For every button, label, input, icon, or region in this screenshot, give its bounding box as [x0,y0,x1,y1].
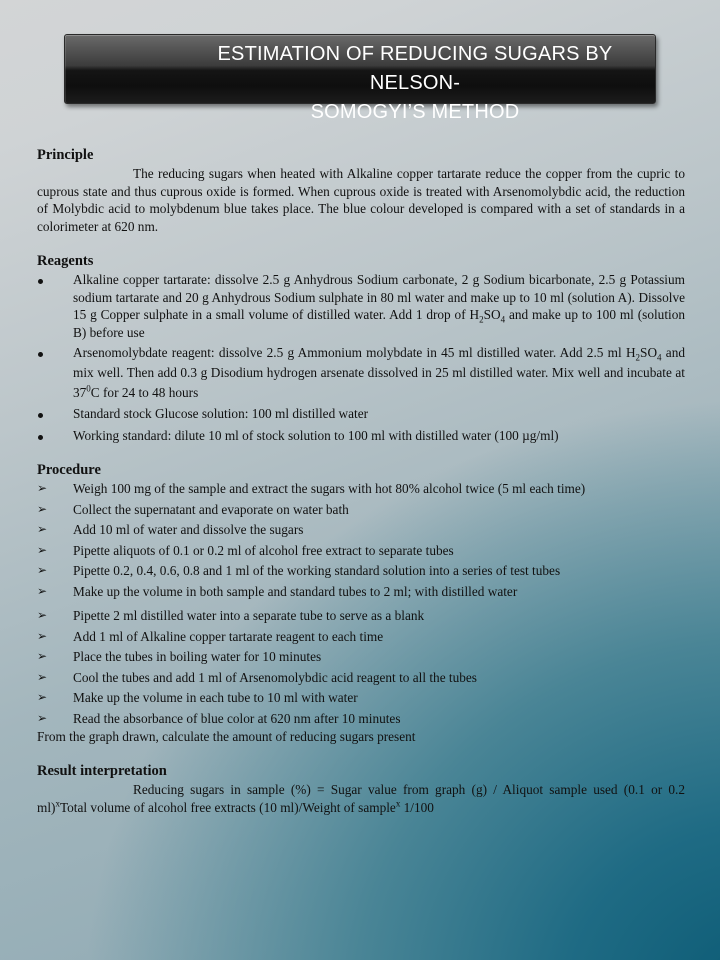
arrow-right-icon: ➢ [37,628,48,643]
reagents-heading: Reagents [37,253,94,269]
arrow-right-icon: ➢ [37,542,48,557]
procedure-heading: Procedure [37,462,101,478]
arrow-right-icon: ➢ [37,522,48,537]
bullet-dot-icon [37,271,57,289]
page-title [65,40,655,127]
page-title-line-1: ESTIMATION OF REDUCING SUGARS BY NELSON- [217,43,613,94]
result-formula: Reducing sugars in sample (%) = Sugar value from graph (g) / Aliquot sample used (0.1 or 0.2 ml)$^x$Total volume of alcohol free extracts (10 ml)/Weight of sample$^x$ 1/100 [37,782,685,815]
procedure-section [37,461,685,745]
procedure-step: ➢ Pipette 0.2, 0.4, 0.6, 0.8 and 1 ml of the working standard solution into a series of test tubes [37,563,561,579]
principle-text: The reducing sugars when heated with Alkaline copper tartarate reduce the copper from the cupric to cuprous state and thus cuprous oxide is formed. When cuprous oxide is treated with Arsenomolybdic acid, the reduction of Molybdic acid to molybdenum blue takes place. The blue colour developed is compared with a set of standards in a colorimeter at 620 nm. [37,166,685,234]
arrow-right-icon: ➢ [37,583,48,598]
bullet-dot-icon [37,343,57,363]
procedure-step: ➢ Make up the volume in each tube to 10 ml with water [37,690,358,706]
procedure-list [37,480,685,728]
document-body [37,146,685,833]
procedure-closing-text: From the graph drawn, calculate the amount of reducing sugars present [37,728,416,744]
arrow-right-icon: ➢ [37,649,48,664]
arrow-right-icon: ➢ [37,690,48,705]
procedure-step: ➢ Pipette aliquots of 0.1 or 0.2 ml of alcohol free extract to separate tubes [37,542,454,558]
bullet-dot-icon [37,427,57,445]
procedure-step: ➢ Add 1 ml of Alkaline copper tartarate reagent to each time [37,628,384,644]
reagent-item: Standard stock Glucose solution: 100 ml distilled water [37,405,685,423]
principle-heading: Principle [37,147,94,163]
bullet-dot-icon [37,405,57,423]
result-heading: Result interpretation [37,763,167,780]
arrow-right-icon: ➢ [37,481,48,495]
title-banner [64,34,656,123]
arrow-right-icon: ➢ [37,710,48,725]
procedure-step: ➢ Collect the supernatant and evaporate on water bath [37,501,349,517]
procedure-step: ➢ Place the tubes in boiling water for 10 minutes [37,649,322,665]
arrow-right-icon: ➢ [37,669,48,684]
procedure-step: ➢ Read the absorbance of blue color at 620 nm after 10 minutes [37,710,401,726]
reagent-item: Working standard: dilute 10 ml of stock solution to 100 ml with distilled water (100 µg/ml) [37,427,685,445]
procedure-step: ➢ Make up the volume in both sample and standard tubes to 2 ml; with distilled water [37,583,518,599]
result-section [37,762,685,816]
procedure-step: ➢ Pipette 2 ml distilled water into a separate tube to serve as a blank [37,607,425,623]
reagents-list [37,271,685,444]
procedure-step: ➢ Add 10 ml of water and dissolve the sugars [37,522,304,538]
reagents-section [37,252,685,444]
reagent-item: Arsenomolybdate reagent: dissolve 2.5 g Ammonium molybdate in 45 ml distilled water. Add 2.5 ml $H_2SO_4$ and mix well. Then add 0.3 g Disodium hydrogen arsenate dissolved in 25 ml distilled water. Mix well and incubate at $37^0C$ for 24 to 48 hours [37,343,685,403]
procedure-step: ➢ Cool the tubes and add 1 ml of Arsenomolybdic acid reagent to all the tubes [37,669,477,685]
reagent-item: Alkaline copper tartarate: dissolve 2.5 g Anhydrous Sodium carbonate, 2 g Sodium bicarbonate, 2.5 g Potassium sodium tartarate and 20 g Anhydrous Sodium sulphate in 80 ml water and make up to 10 ml (solution A). Dissolve 15 g Copper sulphate in a small volume of distilled water. Add 1 drop of $H_2SO_4$ and make up to 100 ml (solution B) before use [37,271,685,341]
page-title-line-2: SOMOGYI’S METHOD [310,101,520,123]
arrow-right-icon: ➢ [37,563,48,578]
principle-section [37,146,685,235]
arrow-right-icon: ➢ [37,501,48,516]
procedure-step: ➢ Weigh 100 mg of the sample and extract the sugars with hot 80% alcohol twice (5 ml each time) [37,481,586,496]
arrow-right-icon: ➢ [37,607,48,622]
